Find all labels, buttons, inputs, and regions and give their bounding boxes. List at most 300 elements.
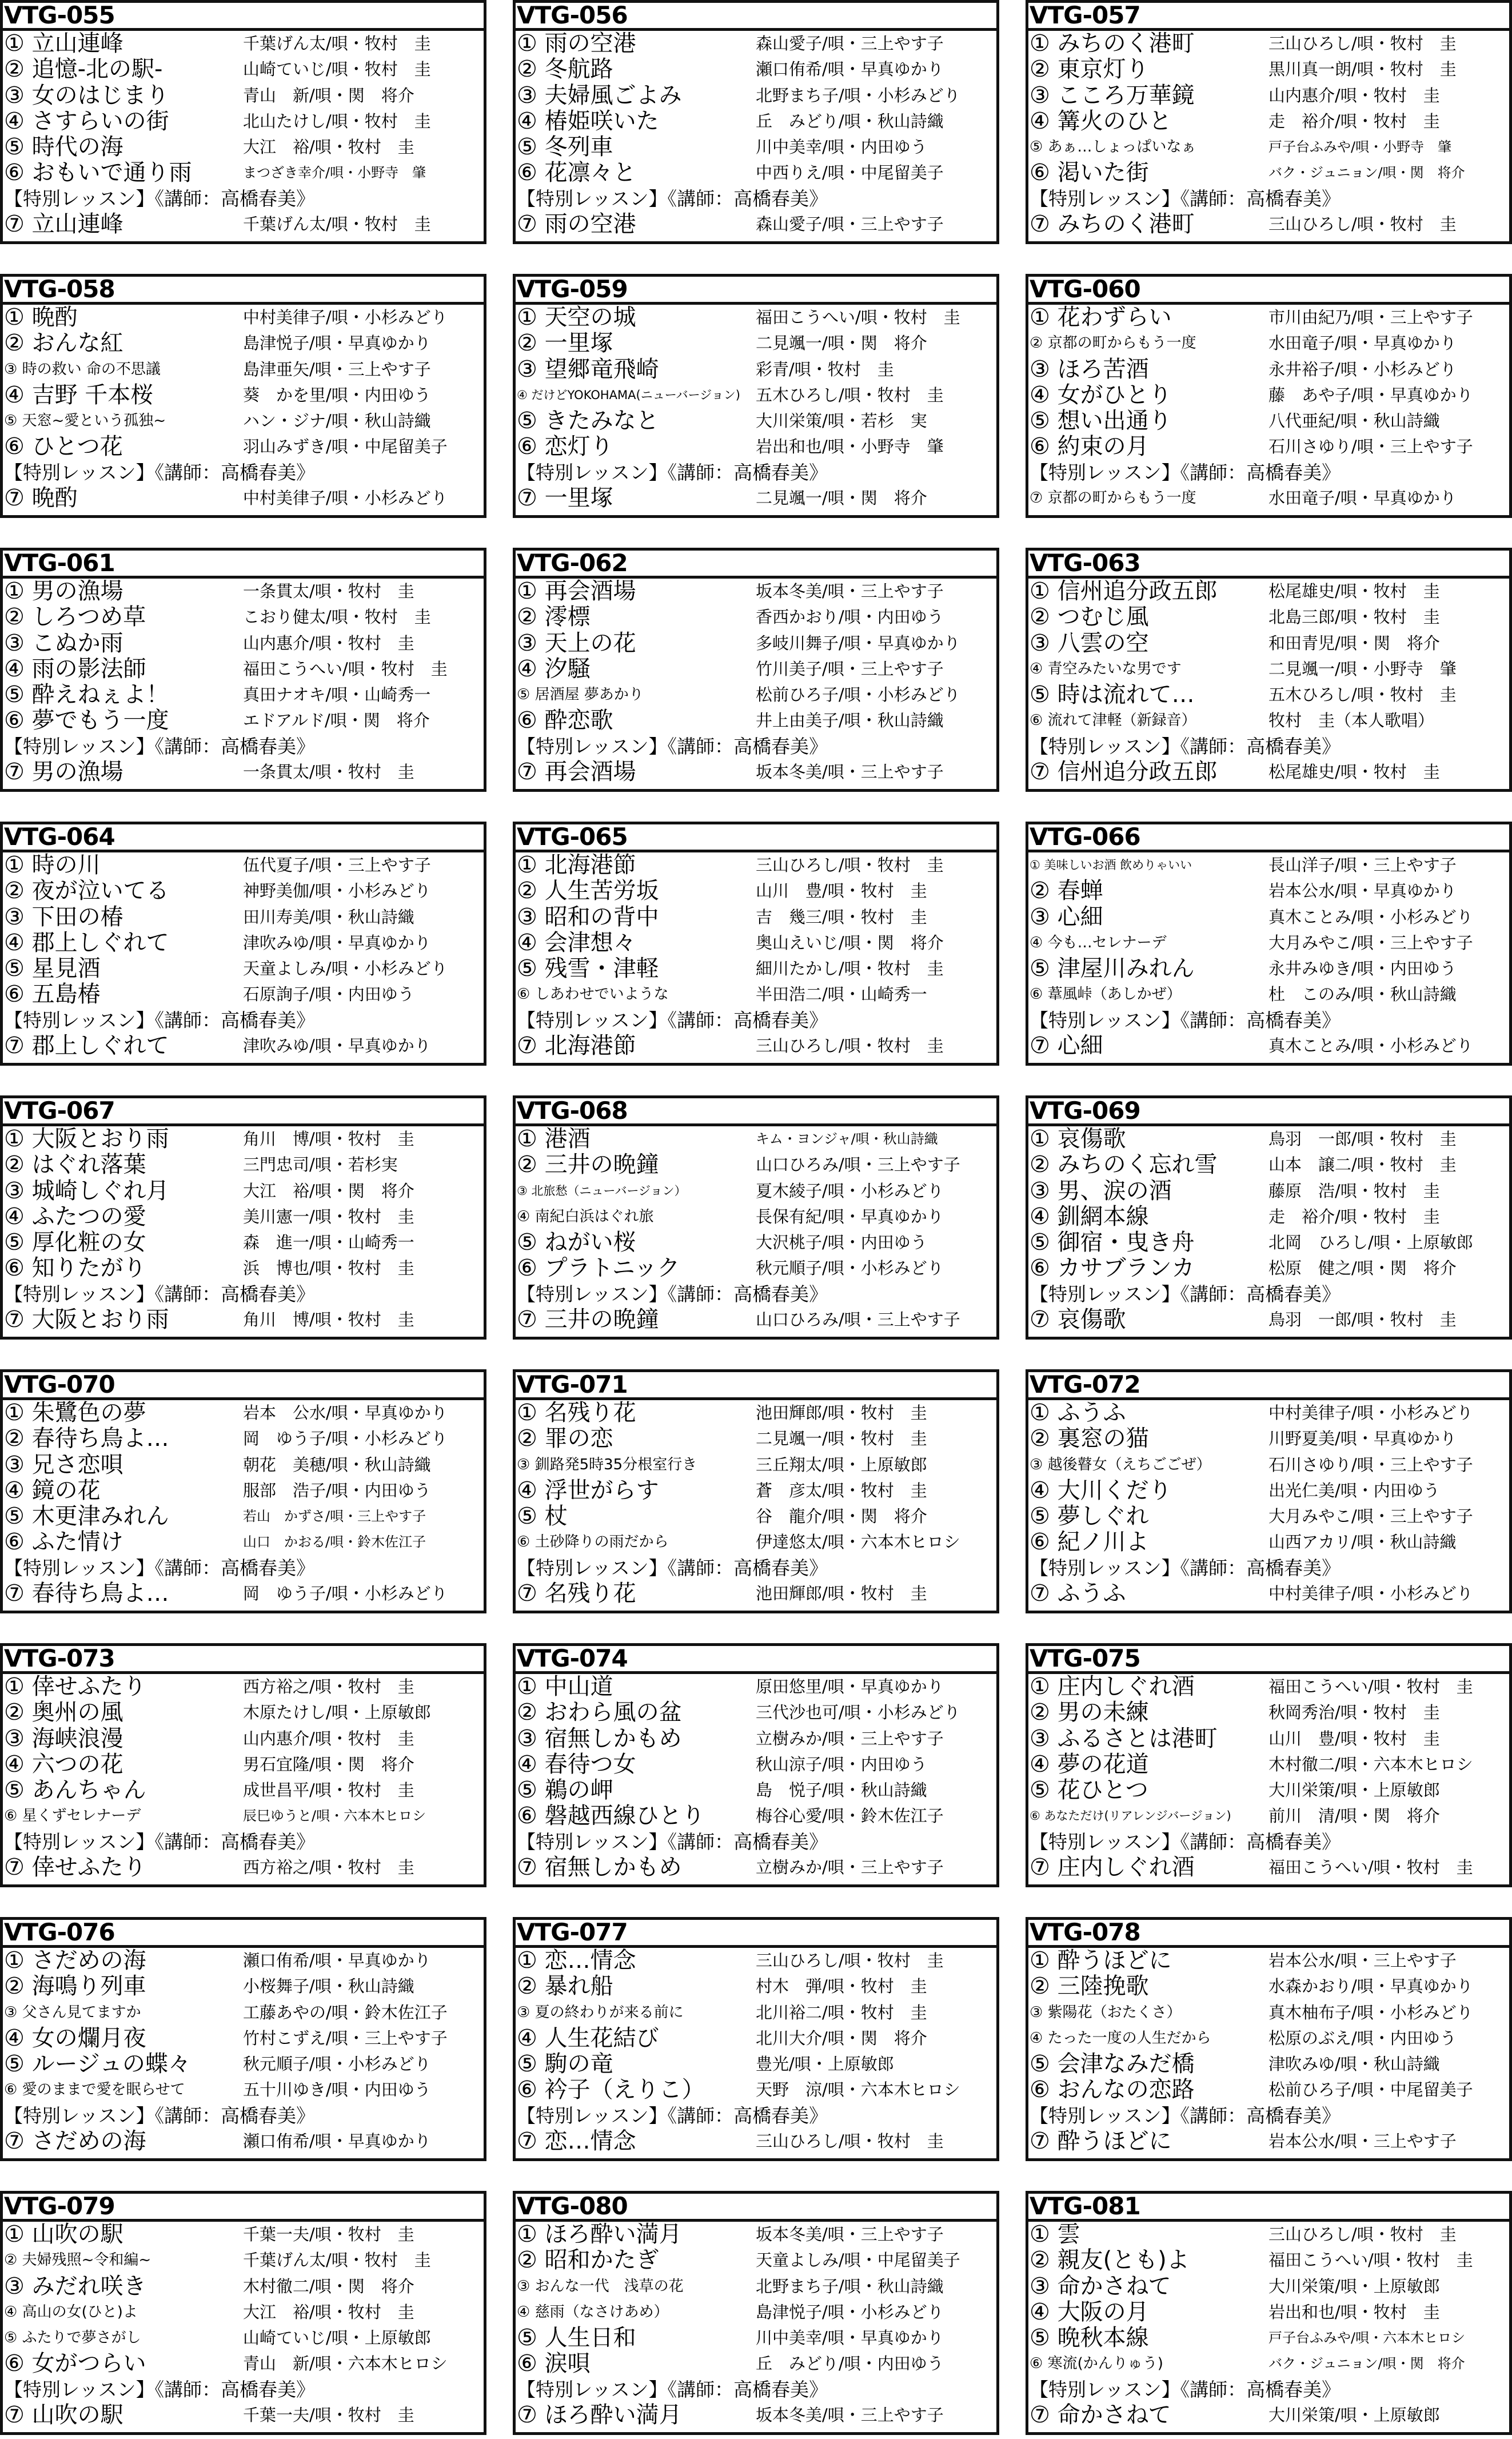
song-row: [3, 2247, 484, 2273]
song-credit: 真田ナオキ/唄・山崎秀一: [243, 685, 431, 705]
song-title: ⑦ 信州追分政五郎: [1030, 759, 1218, 785]
song-row: [516, 878, 996, 904]
song-row: [516, 930, 996, 956]
song-title: ⑦ 京都の町からもう一度: [1030, 489, 1196, 507]
song-row: [1028, 305, 1509, 330]
song-title: ① 北海港節: [517, 852, 636, 878]
song-title: ② はぐれ落葉: [4, 1152, 146, 1178]
song-row: [516, 1726, 996, 1752]
song-row: [3, 656, 484, 682]
song-credit: 走 裕介/唄・牧村 圭: [1268, 1206, 1440, 1226]
song-credit: 島津亜矢/唄・三上やす子: [243, 359, 431, 379]
lesson-row: [1028, 485, 1509, 511]
song-title: ⑥ プラトニック: [517, 1256, 680, 1282]
song-credit: 田川寿美/唄・秋山詩織: [243, 907, 414, 927]
catalog-code: VTG-065: [516, 824, 996, 852]
song-credit: 五木ひろし/唄・牧村 圭: [1268, 685, 1457, 705]
song-card: [0, 274, 486, 518]
special-lesson-label: 【特別レッスン】《講師：高橋春美》: [517, 1556, 828, 1579]
song-card: [1026, 1369, 1512, 1613]
song-title: ④ 会津想々: [517, 930, 636, 956]
song-row: [3, 1803, 484, 1829]
song-title: ⑥ 磐越西線ひとり: [517, 1803, 705, 1830]
song-title: ⑥ 恋灯り: [517, 434, 613, 460]
song-credit: 山本 譲二/唄・牧村 圭: [1268, 1155, 1457, 1175]
lesson-row: [516, 1307, 996, 1333]
special-lesson-label: 【特別レッスン】《講師：高橋春美》: [4, 1009, 316, 1031]
song-title: ⑥ 葦風峠（あしかぜ）: [1030, 986, 1182, 1003]
song-title: ③ 女のはじまり: [4, 82, 169, 109]
song-credit: 山崎ていじ/唄・上原敏郎: [243, 2328, 431, 2348]
song-credit: 岩本公水/唄・早真ゆかり: [1268, 881, 1457, 901]
song-card: [1026, 822, 1512, 1066]
song-title: ④ だけどYOKOHAMA(ニューバージョン): [517, 388, 740, 402]
song-credit: 福田こうへい/唄・牧村 圭: [1268, 2250, 1473, 2270]
song-title: ② 夫婦残照~令和編~: [4, 2251, 151, 2269]
song-credit: 鳥羽 一郎/唄・牧村 圭: [1268, 1309, 1457, 1329]
song-credit: 坂本冬美/唄・三上やす子: [756, 762, 944, 782]
song-title: ② 海鳴り列車: [4, 1974, 146, 2000]
song-title: ⑥ 衿子（えりこ）: [517, 2077, 705, 2103]
catalog-code: VTG-074: [516, 1646, 996, 1674]
song-title: ③ 越後瞽女（えちごごぜ）: [1030, 1456, 1211, 1473]
lesson-row: [516, 2129, 996, 2154]
special-lesson-label: 【特別レッスン】《講師：高橋春美》: [517, 2378, 828, 2401]
song-credit: 永井みゆき/唄・内田ゆう: [1268, 959, 1457, 979]
song-row: [3, 1230, 484, 1256]
song-title: ③ 天上の花: [517, 630, 636, 656]
song-row: [516, 134, 996, 160]
song-title: ④ 郡上しぐれて: [4, 930, 169, 956]
song-row: [1028, 1400, 1509, 1426]
song-row: [516, 1529, 996, 1555]
song-credit: 若山 かずさ/唄・三上やす子: [243, 1508, 426, 1525]
song-title: ⑤ 居酒屋 夢あかり: [517, 686, 644, 704]
special-lesson-label: 【特別レッスン】《講師：高橋春美》: [1030, 1556, 1341, 1579]
song-credit: 松前ひろ子/唄・小杉みどり: [756, 685, 960, 705]
song-row: [3, 2222, 484, 2247]
song-credit: 池田輝郎/唄・牧村 圭: [756, 1403, 927, 1422]
song-title: ④ 大川くだり: [1030, 1477, 1172, 1504]
song-credit: 松前ひろ子/唄・中尾留美子: [1268, 2080, 1473, 2100]
special-lesson-label: 【特別レッスン】《講師：高橋春美》: [517, 461, 828, 484]
song-row: [516, 904, 996, 930]
song-title: ⑦ 再会酒場: [517, 759, 636, 785]
song-title: ③ おんな一代 浅草の花: [517, 2277, 684, 2295]
song-credit: 丘 みどり/唄・内田ゆう: [756, 2354, 944, 2374]
catalog-code: VTG-070: [3, 1372, 484, 1400]
song-credit: 走 裕介/唄・牧村 圭: [1268, 111, 1440, 131]
song-title: ③ 海峡浪漫: [4, 1725, 123, 1752]
song-credit: 三山ひろし/唄・牧村 圭: [756, 1951, 944, 1970]
song-credit: 山口ひろみ/唄・三上やす子: [756, 1309, 960, 1329]
song-credit: 松尾雄史/唄・牧村 圭: [1268, 762, 1440, 782]
song-credit: 天野 涼/唄・六本木ヒロシ: [756, 2080, 960, 2100]
lesson-row: [3, 212, 484, 237]
song-row: [3, 1178, 484, 1204]
special-lesson-label: 【特別レッスン】《講師：高橋春美》: [4, 461, 316, 484]
song-credit: 岡 ゆう子/唄・小杉みどり: [243, 1583, 448, 1603]
song-credit: バク・ジュニョン/唄・関 将介: [1268, 165, 1465, 181]
song-credit: 水田竜子/唄・早真ゆかり: [1268, 488, 1457, 508]
song-row: [3, 1700, 484, 1725]
song-credit: 辰巳ゆうと/唄・六本木ヒロシ: [243, 1808, 426, 1824]
song-title: ⑦ 郡上しぐれて: [4, 1033, 169, 1059]
song-title: ③ 男、涙の酒: [1030, 1178, 1172, 1204]
song-credit: 大川栄策/唄・若杉 実: [756, 411, 927, 431]
song-credit: 大月みやこ/唄・三上やす子: [1268, 1507, 1473, 1527]
song-row: [516, 2299, 996, 2325]
song-title: ② 澪標: [517, 604, 591, 631]
song-row: [3, 2325, 484, 2351]
song-title: ⑥ 女がつらい: [4, 2351, 146, 2377]
song-credit: 山口 かおる/唄・鈴木佐江子: [243, 1534, 426, 1551]
song-title: ⑦ 一里塚: [517, 485, 613, 511]
song-title: ⑤ 御宿・曳き舟: [1030, 1230, 1195, 1256]
song-row: [3, 1204, 484, 1230]
song-credit: バク・ジュニョン/唄・関 将介: [1268, 2356, 1465, 2372]
song-credit: 瀬口侑希/唄・早真ゆかり: [756, 59, 944, 79]
song-title: ③ 命かさねて: [1030, 2273, 1171, 2299]
song-title: ⑤ あんちゃん: [4, 1778, 146, 1804]
song-title: ⑥ 夢でもう一度: [4, 708, 169, 734]
song-credit: 村木 弾/唄・牧村 圭: [756, 1976, 927, 1996]
song-row: [1028, 1529, 1509, 1555]
song-row: [516, 357, 996, 382]
song-card: [0, 1917, 486, 2161]
song-row: [516, 2351, 996, 2377]
song-credit: 山川 豊/唄・牧村 圭: [1268, 1728, 1440, 1748]
song-row: [516, 682, 996, 708]
song-title: ⑦ 晩酌: [4, 485, 78, 511]
song-row: [3, 904, 484, 930]
song-title: ④ 夢の花道: [1030, 1751, 1149, 1778]
song-row: [3, 982, 484, 1007]
song-row: [1028, 656, 1509, 682]
song-row: [1028, 434, 1509, 460]
song-credit: 北山たけし/唄・牧村 圭: [243, 111, 431, 131]
song-row: [3, 434, 484, 460]
song-row: [3, 1478, 484, 1504]
catalog-code: VTG-056: [516, 3, 996, 31]
song-title: ④ 椿姫咲いた: [517, 108, 659, 134]
song-credit: 津吹みゆ/唄・早真ゆかり: [243, 1035, 431, 1055]
lesson-row: [1028, 1855, 1509, 1880]
song-title: ⑥ 流れて津軽（新録音）: [1030, 712, 1196, 730]
song-title: ⑦ 北海港節: [517, 1033, 636, 1059]
song-credit: 松尾雄史/唄・牧村 圭: [1268, 581, 1440, 601]
song-credit: 水森かおり/唄・早真ゆかり: [1268, 1976, 1473, 1996]
song-credit: 千葉げん太/唄・牧村 圭: [243, 2250, 431, 2270]
song-title: ④ 釧網本線: [1030, 1203, 1149, 1230]
song-credit: 秋岡秀治/唄・牧村 圭: [1268, 1703, 1440, 1723]
song-row: [1028, 134, 1509, 160]
song-title: ⑥ カサブランカ: [1030, 1256, 1195, 1282]
song-title: ① 信州追分政五郎: [1030, 579, 1218, 604]
song-credit: 半田浩二/唄・山崎秀一: [756, 985, 927, 1005]
song-credit: 西方裕之/唄・牧村 圭: [243, 1677, 414, 1696]
song-row: [3, 160, 484, 186]
song-title: ③ 昭和の背中: [517, 904, 659, 930]
catalog-code: VTG-060: [1028, 277, 1509, 305]
song-row: [1028, 604, 1509, 630]
song-credit: 三代沙也可/唄・小杉みどり: [756, 1703, 960, 1723]
song-title: ⑤ ふたりで夢さがし: [4, 2329, 141, 2347]
song-credit: 中西りえ/唄・中尾留美子: [756, 163, 944, 183]
song-title: ① 花わずらい: [1030, 305, 1172, 330]
catalog-code: VTG-061: [3, 551, 484, 579]
song-credit: 三山ひろし/唄・牧村 圭: [756, 2131, 944, 2151]
song-title: ③ ふるさとは港町: [1030, 1725, 1218, 1752]
song-credit: 三山ひろし/唄・牧村 圭: [1268, 34, 1457, 53]
catalog-code: VTG-067: [3, 1098, 484, 1126]
song-row: [3, 2299, 484, 2325]
song-card: [1026, 548, 1512, 792]
song-row: [516, 852, 996, 878]
song-row: [3, 330, 484, 356]
song-title: ③ 夫婦風ごよみ: [517, 82, 682, 109]
special-lesson-label: 【特別レッスン】《講師：高橋春美》: [517, 1009, 828, 1031]
song-title: ④ 女の爛月夜: [4, 2025, 146, 2051]
song-credit: 市川由紀乃/唄・三上やす子: [1268, 308, 1473, 327]
song-title: ⑥ 渇いた街: [1030, 160, 1149, 186]
catalog-code: VTG-073: [3, 1646, 484, 1674]
song-title: ③ 時の救い 命の不思議: [4, 360, 161, 378]
song-credit: 三山ひろし/唄・牧村 圭: [1268, 2225, 1457, 2244]
song-title: ① 大阪とおり雨: [4, 1126, 169, 1152]
song-title: ① みちのく港町: [1030, 31, 1195, 57]
song-title: ⑥ おんなの恋路: [1030, 2077, 1195, 2103]
song-title: ② 追憶-北の駅-: [4, 57, 163, 83]
song-credit: まつざき幸介/唄・小野寺 肇: [243, 165, 426, 181]
song-card: [0, 1369, 486, 1613]
song-title: ① 立山連峰: [4, 31, 123, 57]
song-row: [1028, 160, 1509, 186]
lesson-row: [516, 485, 996, 511]
song-row: [516, 434, 996, 460]
song-title: ③ 夏の終わりが来る前に: [517, 2003, 684, 2021]
song-row: [1028, 1478, 1509, 1504]
song-title: ⑥ 五島椿: [4, 982, 101, 1008]
song-row: [1028, 83, 1509, 109]
song-title: ⑦ 酔うほどに: [1030, 2128, 1172, 2154]
song-card: [513, 822, 999, 1066]
song-credit: 中村美律子/唄・小杉みどり: [243, 308, 448, 327]
song-title: ⑤ 残雪・津軽: [517, 956, 659, 982]
song-title: ⑦ みちのく港町: [1030, 211, 1195, 237]
special-lesson-label: 【特別レッスン】《講師：高橋春美》: [517, 1830, 828, 1853]
song-row: [516, 160, 996, 186]
song-card: [1026, 2191, 1512, 2435]
song-credit: 吉 幾三/唄・牧村 圭: [756, 907, 927, 927]
song-credit: 夏木綾子/唄・小杉みどり: [756, 1181, 944, 1201]
song-title: ① 晩酌: [4, 305, 78, 330]
song-title: ③ 父さん見てますか: [4, 2003, 141, 2021]
song-title: ② 裏窓の猫: [1030, 1426, 1149, 1452]
song-credit: 真木柚布子/唄・小杉みどり: [1268, 2002, 1473, 2022]
song-row: [1028, 1426, 1509, 1452]
song-credit: 細川たかし/唄・牧村 圭: [756, 959, 944, 979]
song-credit: 千葉げん太/唄・牧村 圭: [243, 34, 431, 53]
song-credit: 三山ひろし/唄・牧村 圭: [1268, 214, 1457, 234]
song-title: ⑦ 三井の晩鐘: [517, 1306, 659, 1333]
song-title: ⑦ 恋…情念: [517, 2128, 636, 2154]
song-card: [0, 1095, 486, 1340]
song-credit: 朝花 美穂/唄・秋山詩織: [243, 1454, 431, 1474]
song-row: [516, 656, 996, 682]
catalog-code: VTG-069: [1028, 1098, 1509, 1126]
song-title: ⑤ 晩秋本線: [1030, 2325, 1149, 2352]
song-title: ④ 高山の女(ひと)よ: [4, 2303, 138, 2321]
song-title: ③ 宿無しかもめ: [517, 1725, 682, 1752]
song-credit: 谷 龍介/唄・関 将介: [756, 1507, 927, 1527]
song-title: ⑤ 時代の海: [4, 134, 123, 161]
song-credit: 森 進一/唄・山崎秀一: [243, 1233, 414, 1253]
special-lesson-label: 【特別レッスン】《講師：高橋春美》: [517, 735, 828, 758]
song-credit: 出光仁美/唄・内田ゆう: [1268, 1480, 1440, 1500]
song-row: [1028, 1803, 1509, 1829]
song-credit: 香西かおり/唄・内田ゆう: [756, 607, 944, 627]
special-lesson-label: 【特別レッスン】《講師：高橋春美》: [517, 187, 828, 210]
song-credit: 男石宜隆/唄・関 将介: [243, 1754, 414, 1774]
song-credit: 津吹みゆ/唄・早真ゆかり: [243, 932, 431, 953]
song-title: ⑦ 山吹の駅: [4, 2402, 123, 2428]
song-credit: 岩本公水/唄・三上やす子: [1268, 2131, 1457, 2151]
special-lesson-label: 【特別レッスン】《講師：高橋春美》: [4, 1282, 316, 1305]
song-credit: 鳥羽 一郎/唄・牧村 圭: [1268, 1129, 1457, 1149]
catalog-code: VTG-055: [3, 3, 484, 31]
song-credit: 福田こうへい/唄・牧村 圭: [756, 308, 960, 327]
song-title: ③ 北旅愁（ニューバージョン）: [517, 1183, 687, 1198]
song-title: ③ 紫陽花（おたくさ）: [1030, 2003, 1182, 2021]
song-row: [3, 57, 484, 82]
song-credit: 中村美律子/唄・小杉みどり: [1268, 1403, 1473, 1422]
song-credit: 木村徹二/唄・関 将介: [243, 2276, 414, 2296]
song-credit: 多岐川舞子/唄・早真ゆかり: [756, 633, 960, 653]
song-row: [3, 1452, 484, 1478]
song-card: [513, 0, 999, 244]
song-credit: 山川 豊/唄・牧村 圭: [756, 881, 927, 901]
song-credit: 島津悦子/唄・小杉みどり: [756, 2302, 944, 2322]
special-lesson-label: 【特別レッスン】《講師：高橋春美》: [4, 1830, 316, 1853]
song-row: [1028, 2051, 1509, 2077]
song-row: [3, 109, 484, 134]
song-row: [1028, 852, 1509, 878]
song-row: [3, 878, 484, 904]
song-credit: 一条貫太/唄・牧村 圭: [243, 762, 414, 782]
song-credit: 彩青/唄・牧村 圭: [756, 359, 894, 379]
song-credit: 黒川真一朗/唄・牧村 圭: [1268, 59, 1457, 79]
song-title: ④ 大阪の月: [1030, 2299, 1149, 2325]
song-row: [1028, 1204, 1509, 1230]
song-credit: 三山ひろし/唄・牧村 圭: [756, 1035, 944, 1055]
lesson-row: [516, 1855, 996, 1880]
song-credit: 瀬口侑希/唄・早真ゆかり: [243, 2131, 431, 2151]
song-row: [3, 1400, 484, 1426]
song-card: [1026, 1643, 1512, 1887]
song-title: ⑥ 酔恋歌: [517, 708, 613, 734]
song-row: [1028, 708, 1509, 734]
catalog-code: VTG-080: [516, 2194, 996, 2222]
song-credit: 一条貫太/唄・牧村 圭: [243, 581, 414, 601]
special-lesson-label: 【特別レッスン】《講師：高橋春美》: [1030, 187, 1341, 210]
lesson-row: [3, 2402, 484, 2428]
song-credit: 小桜舞子/唄・秋山詩織: [243, 1976, 414, 1996]
song-row: [516, 1178, 996, 1204]
song-row: [516, 1974, 996, 1999]
song-title: ② 男の未練: [1030, 1700, 1149, 1726]
lesson-row: [516, 212, 996, 237]
catalog-code: VTG-076: [3, 1920, 484, 1948]
song-row: [3, 382, 484, 408]
song-credit: 大江 裕/唄・関 将介: [243, 1181, 414, 1201]
song-title: ⑦ ほろ酔い満月: [517, 2402, 682, 2428]
song-title: ⑤ 木更津みれん: [4, 1504, 169, 1530]
lesson-row: [1028, 2129, 1509, 2154]
song-credit: 牧村 圭（本人歌唱）: [1268, 711, 1435, 731]
song-credit: エドアルド/唄・関 将介: [243, 711, 430, 731]
song-title: ② おんな紅: [4, 330, 123, 357]
song-credit: 岩出和也/唄・牧村 圭: [1268, 2302, 1440, 2322]
song-row: [1028, 1230, 1509, 1256]
song-title: ② しろつめ草: [4, 604, 146, 631]
song-credit: 青山 新/唄・関 将介: [243, 85, 414, 105]
song-row: [516, 956, 996, 982]
song-row: [3, 1426, 484, 1452]
song-credit: 三丘翔太/唄・上原敏郎: [756, 1454, 927, 1474]
song-title: ⑥ 紀ノ川よ: [1030, 1529, 1149, 1556]
song-credit: 成世昌平/唄・牧村 圭: [243, 1780, 414, 1800]
song-row: [3, 2077, 484, 2103]
catalog-code: VTG-058: [3, 277, 484, 305]
lesson-row: [3, 2129, 484, 2154]
song-title: ⑥ 約束の月: [1030, 434, 1149, 460]
song-row: [3, 357, 484, 382]
song-row: [3, 1752, 484, 1778]
song-title: ① 雲: [1030, 2222, 1080, 2247]
song-credit: 丘 みどり/唄・秋山詩織: [756, 111, 944, 131]
song-row: [3, 305, 484, 330]
song-row: [1028, 2077, 1509, 2103]
song-row: [1028, 1752, 1509, 1778]
song-title: ⑤ 酔えねぇよ！: [4, 682, 169, 708]
song-credit: 美川憲一/唄・牧村 圭: [243, 1206, 414, 1226]
song-credit: 永井裕子/唄・小杉みどり: [1268, 359, 1457, 379]
song-title: ⑦ 心細: [1030, 1033, 1103, 1059]
song-row: [1028, 109, 1509, 134]
song-row: [1028, 1726, 1509, 1752]
song-title: ⑥ 土砂降りの雨だから: [517, 1533, 669, 1551]
song-credit: 福田こうへい/唄・牧村 圭: [1268, 1677, 1473, 1696]
special-lesson-label: 【特別レッスン】《講師：高橋春美》: [4, 735, 316, 758]
song-title: ⑤ 人生日和: [517, 2325, 636, 2352]
song-credit: 松原のぶえ/唄・内田ゆう: [1268, 2028, 1457, 2048]
lesson-row: [1028, 759, 1509, 785]
song-card: [0, 0, 486, 244]
song-title: ③ 八雲の空: [1030, 630, 1149, 656]
song-title: ② 三陸挽歌: [1030, 1974, 1149, 2000]
song-title: ③ こころ万華鏡: [1030, 82, 1195, 109]
catalog-code: VTG-075: [1028, 1646, 1509, 1674]
song-credit: 島 悦子/唄・秋山詩織: [756, 1780, 927, 1800]
song-credit: 水田竜子/唄・早真ゆかり: [1268, 333, 1457, 353]
lesson-row: [516, 2402, 996, 2428]
song-row: [1028, 982, 1509, 1007]
song-card: [0, 1643, 486, 1887]
song-title: ③ 心細: [1030, 904, 1103, 930]
song-credit: 角川 博/唄・牧村 圭: [243, 1129, 414, 1149]
song-row: [1028, 1778, 1509, 1803]
